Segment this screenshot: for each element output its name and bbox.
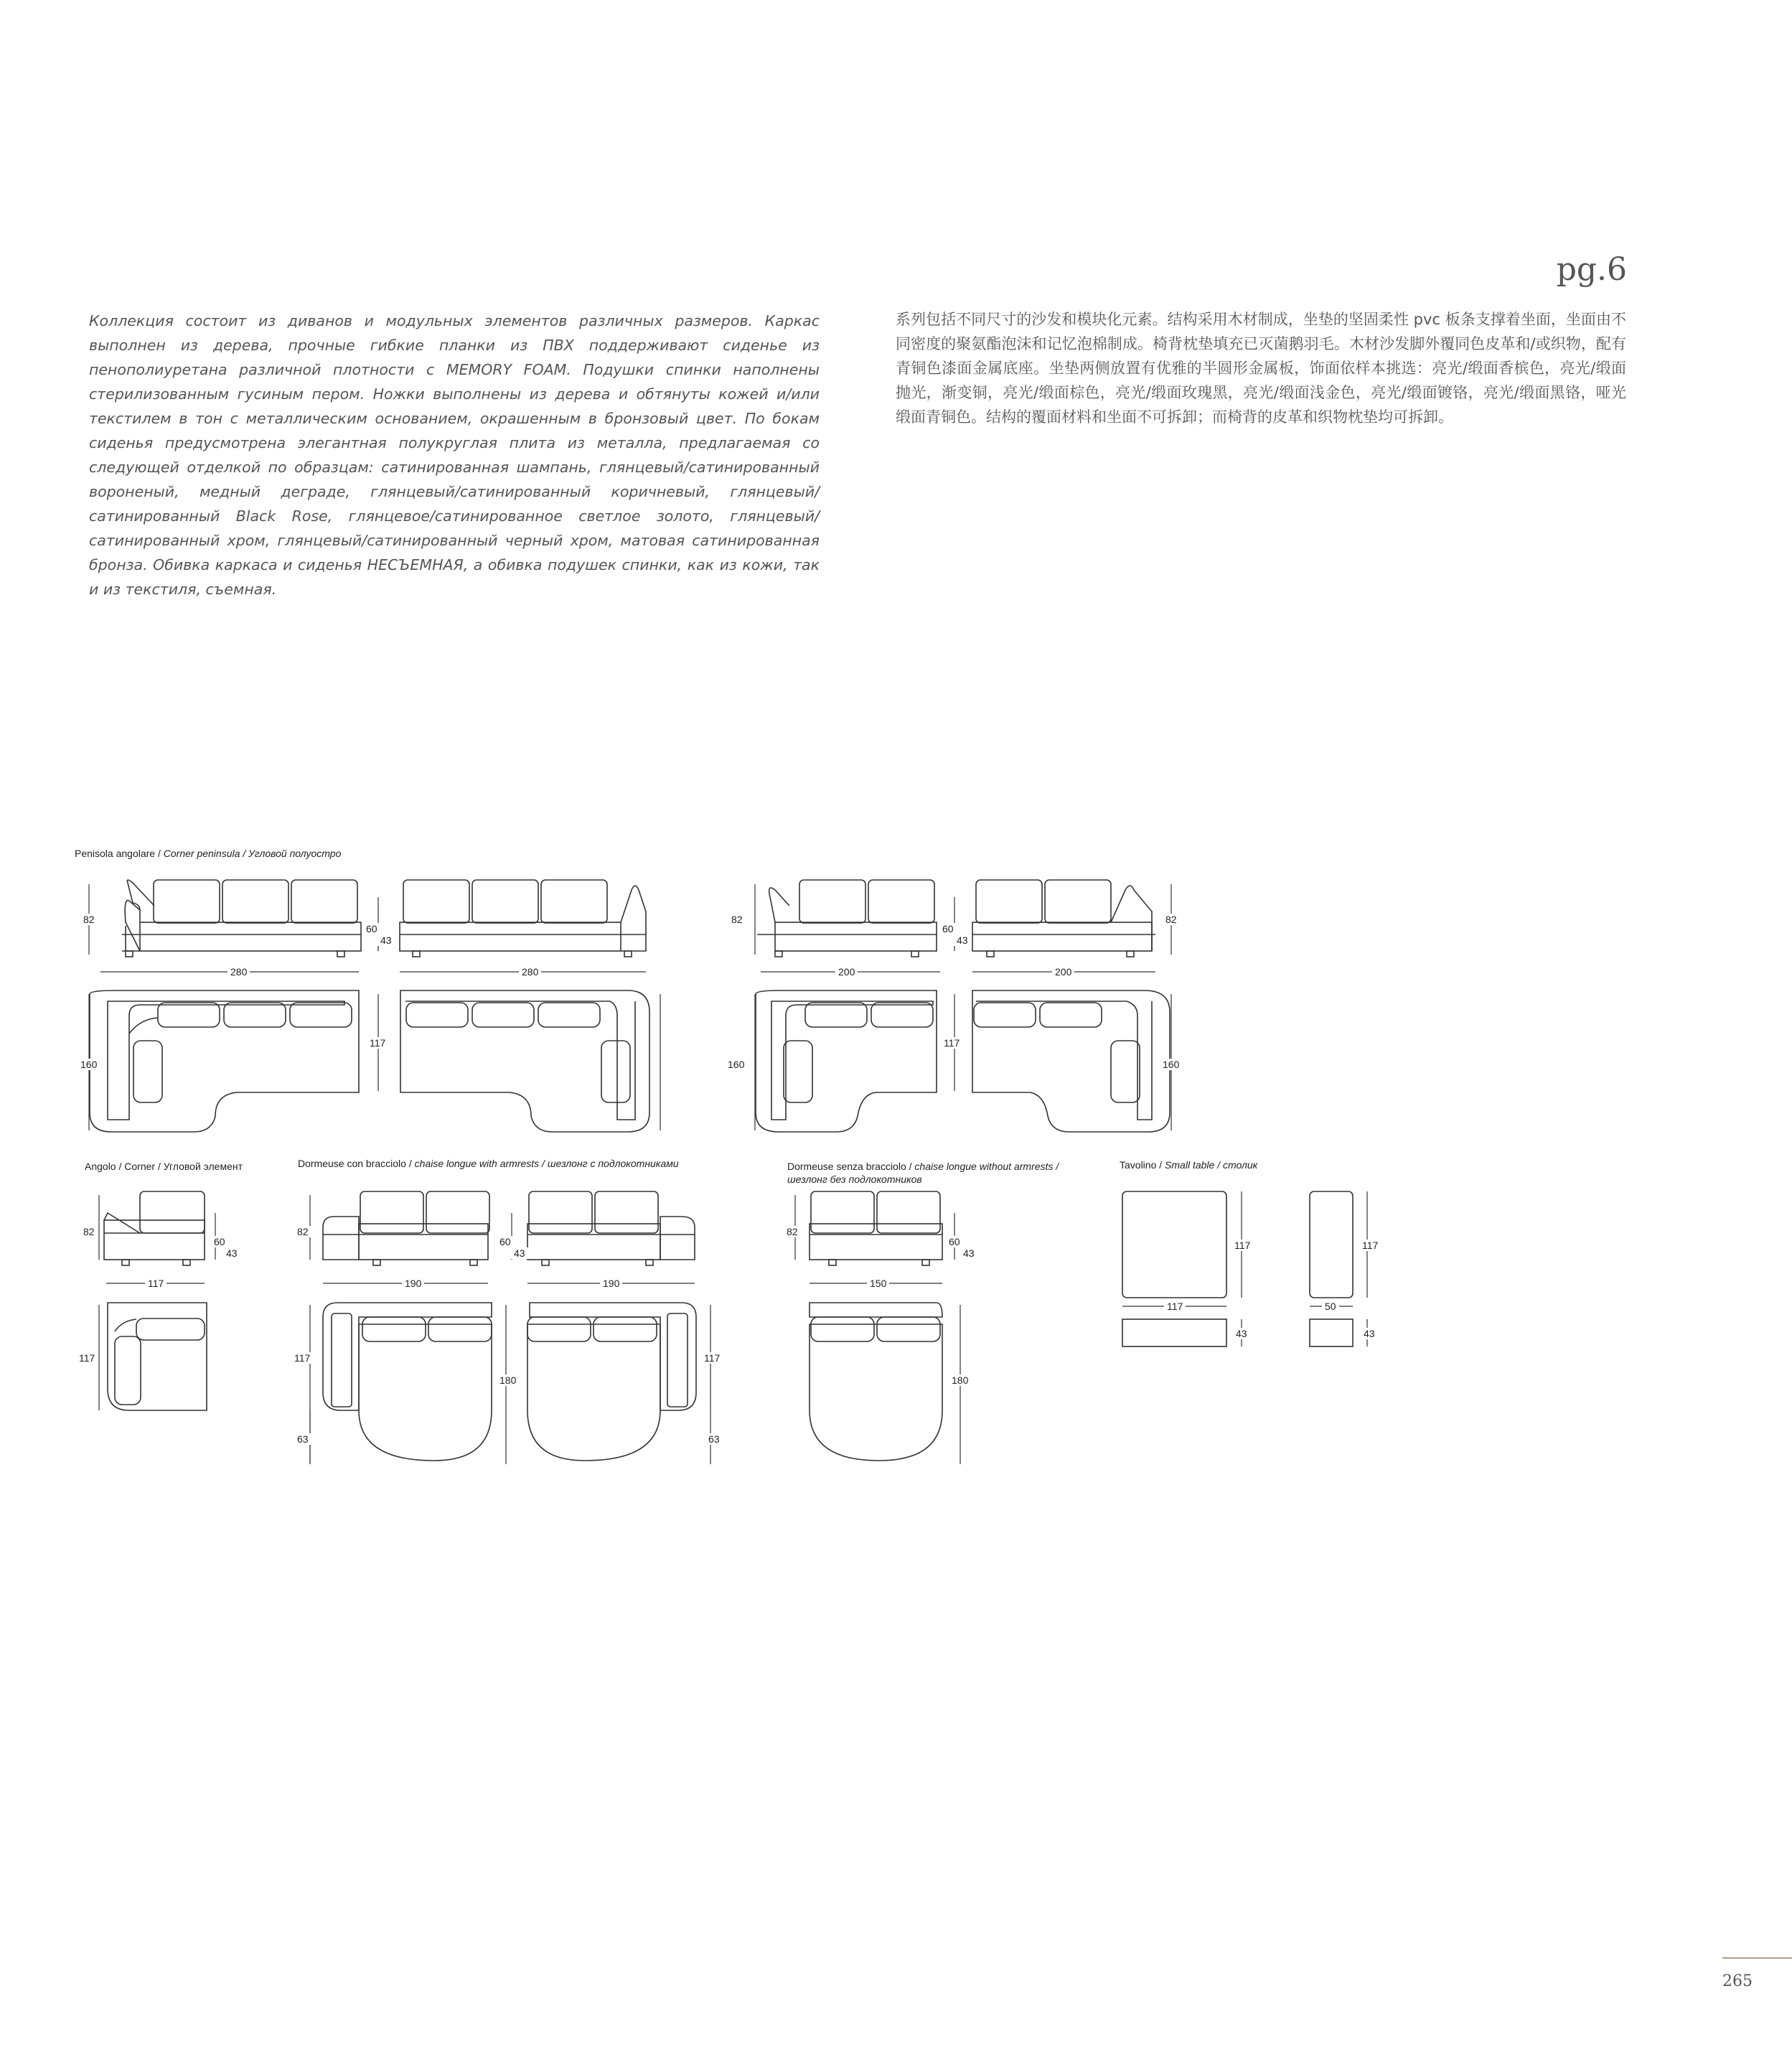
- dim-280: 280: [227, 966, 250, 978]
- dormeuse-senza-front: [810, 1191, 942, 1265]
- dim-63: 63: [294, 1433, 311, 1445]
- dim-280: 280: [519, 966, 541, 978]
- corner-peninsula-left-plan: [90, 990, 359, 1132]
- dim-117: 117: [291, 1352, 313, 1364]
- description-russian: Коллекция состоит из диванов и модульных элементов различных размеров. Каркас выполнен из дерева, прочные гибкие планки из ПВХ поддерживают сиденье из пенополиуретана различной плотности с MEMORY FOAM. Подушки спинки наполнены стерилизованным гусиным пером. Ножки выполнены из дерева и обтянуты кожей и/или текстилем в тон с металлическим основанием, окрашенным в бронзовый цвет. По бокам сиденья предусмотрена элегантная полукруглая плита из металла, предлагаемая со следующей отделкой по образцам: сатинированная шампань, глянцевый/сатинированный вороненый, медный деграде, глянцевый/сатинированный коричневый, глянцевый/сатинированный Black Rose, глянцевое/сатинированное светлое золото, глянцевый/сатинированный хром, глянцевый/сатинированный черный хром, матовая сатинированная бронза. Обивка каркаса и сиденья НЕСЪЕМНАЯ, а обивка подушек спинки, как из кожи, так и из текстиля, съемная.: [89, 312, 820, 598]
- caption-tavolino: Tavolino / Small table / столик: [1120, 1159, 1258, 1171]
- dim-82: 82: [1163, 914, 1180, 925]
- dim-43: 43: [377, 934, 395, 946]
- dim-200: 200: [835, 966, 858, 978]
- dim-43: 43: [223, 1247, 240, 1259]
- footer-rule: [1722, 1957, 1792, 1959]
- page-number: 265: [1722, 1972, 1753, 1990]
- dim-60: 60: [363, 923, 380, 934]
- corner-peninsula-200-right-plan: [972, 990, 1170, 1132]
- caption-penisola: Penisola angolare / Corner peninsula / Угловой полуостро: [75, 848, 342, 859]
- caption-dormeuse-con: Dormeuse con bracciolo / chaise longue with armrests / шезлонг с подлокотниками: [298, 1158, 679, 1169]
- corner-peninsula-right-plan: [400, 990, 649, 1132]
- angolo-plan: [108, 1303, 207, 1410]
- dimension-lines-200: [755, 884, 1171, 972]
- dim-60: 60: [497, 1236, 514, 1247]
- dim-82: 82: [784, 1226, 801, 1237]
- dim-43: 43: [960, 1247, 977, 1259]
- dormeuse-con-right-plan: [527, 1303, 696, 1461]
- dim-180: 180: [497, 1374, 519, 1386]
- corner-peninsula-200-left-plan: [756, 990, 937, 1132]
- dim-117: 117: [145, 1278, 166, 1289]
- dim-117: 117: [701, 1352, 723, 1364]
- dim-43: 43: [954, 934, 971, 946]
- dim-117: 117: [367, 1037, 388, 1049]
- dimension-lines-plan-200: [755, 994, 1171, 1130]
- dim-60: 60: [211, 1236, 228, 1247]
- tavolino-dims: [1122, 1191, 1367, 1346]
- dim-117: 117: [941, 1037, 962, 1049]
- dim-180: 180: [949, 1374, 971, 1386]
- dim-190: 190: [402, 1278, 424, 1289]
- dim-63: 63: [705, 1433, 723, 1445]
- dim-43: 43: [1233, 1328, 1250, 1339]
- dim-43: 43: [511, 1247, 528, 1259]
- dim-50: 50: [1322, 1301, 1339, 1312]
- dormeuse-senza-plan: [810, 1303, 942, 1461]
- dormeuse-senza-dims: [795, 1195, 960, 1464]
- dim-60: 60: [946, 1236, 963, 1247]
- dim-160: 160: [725, 1059, 747, 1070]
- dim-43: 43: [1361, 1328, 1378, 1339]
- dim-82: 82: [80, 1226, 98, 1237]
- dim-117: 117: [1359, 1240, 1381, 1251]
- dormeuse-con-front-right: [527, 1191, 695, 1265]
- dimension-lines-plan-280: [89, 994, 660, 1130]
- dormeuse-con-front-left: [323, 1191, 489, 1265]
- dim-117: 117: [1164, 1301, 1186, 1312]
- section-label: pg.6: [1556, 251, 1627, 288]
- caption-dormeuse-senza: Dormeuse senza bracciolo / chaise longue without armrests / шезлонг без подлокотников: [787, 1161, 1059, 1185]
- dim-117: 117: [76, 1352, 98, 1364]
- caption-angolo: Angolo / Corner / Угловой элемент: [85, 1161, 243, 1172]
- sofa-280-right-front: [400, 880, 646, 957]
- sofa-200-left-front: [757, 880, 937, 957]
- dim-160: 160: [1160, 1059, 1182, 1070]
- dim-200: 200: [1052, 966, 1074, 978]
- dim-160: 160: [78, 1059, 100, 1070]
- dim-117: 117: [1232, 1240, 1253, 1251]
- dim-82: 82: [728, 914, 746, 925]
- dim-150: 150: [867, 1278, 889, 1289]
- dim-82: 82: [294, 1226, 311, 1237]
- dormeuse-con-left-plan: [323, 1303, 492, 1461]
- sofa-200-right-front: [972, 880, 1155, 957]
- description-chinese: 系列包括不同尺寸的沙发和模块化元素。结构采用木材制成，坐垫的坚固柔性 pvc 板条支撑着坐面，坐面由不同密度的聚氨酯泡沫和记忆泡棉制成。椅背枕垫填充已灭菌鹅羽毛。木材沙发脚外覆同色皮革和/或织物，配有青铜色漆面金属底座。坐垫两侧放置有优雅的半圆形金属板，饰面依样本挑选：亮光/缎面香槟色，亮光/缎面抛光，渐变铜，亮光/缎面棕色，亮光/缎面玫瑰黑，亮光/缎面浅金色，亮光/缎面镀铬，亮光/缎面黑铬，哑光缎面青铜色。结构的覆面材料和坐面不可拆卸；而椅背的皮革和织物枕垫均可拆卸。: [896, 311, 1626, 426]
- dim-82: 82: [80, 914, 98, 925]
- angolo-front: [104, 1191, 205, 1265]
- dim-60: 60: [939, 923, 957, 934]
- sofa-280-left-front: [122, 880, 361, 957]
- dim-190: 190: [600, 1278, 622, 1289]
- tavolino-square: [1122, 1191, 1353, 1346]
